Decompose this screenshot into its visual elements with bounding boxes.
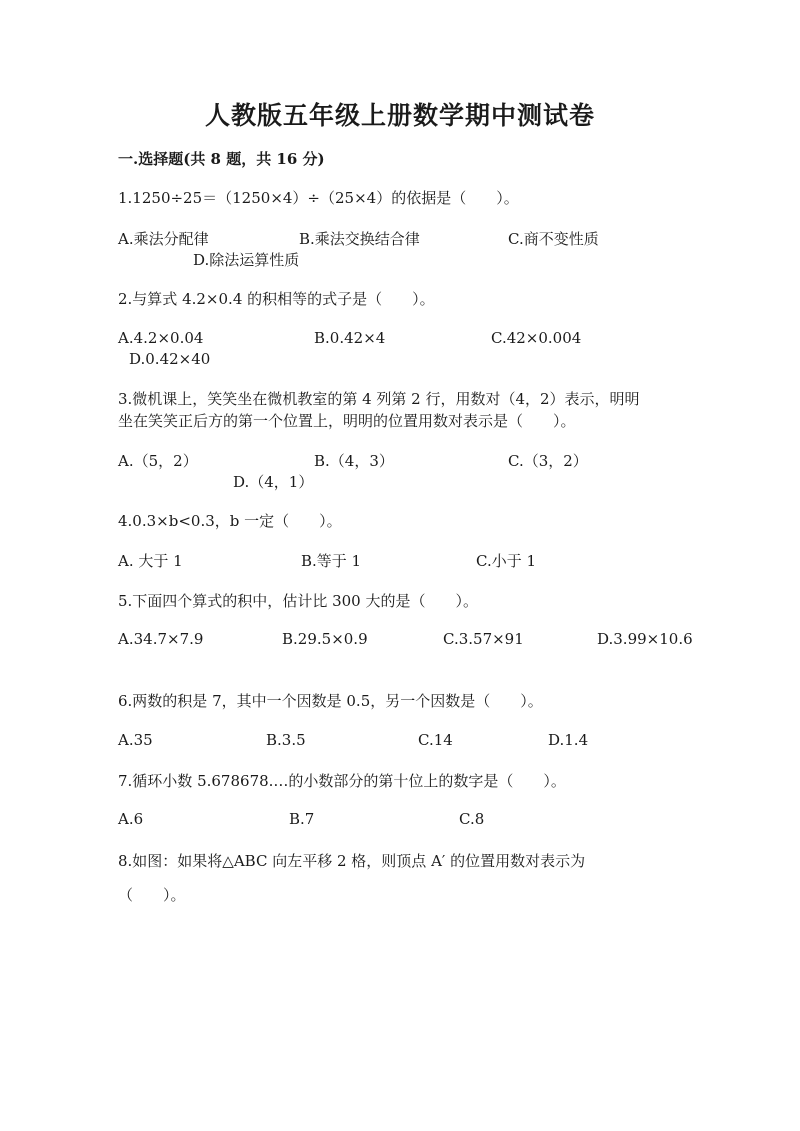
q1-option-a: A.乘法分配律	[118, 230, 209, 248]
question-8-line-1: 8.如图：如果将△ABC 向左平移 2 格，则顶点 A′ 的位置用数对表示为	[118, 852, 586, 870]
q7-option-c: C.8	[459, 810, 485, 828]
page-title: 人教版五年级上册数学期中测试卷	[204, 101, 595, 130]
question-6: 6.两数的积是 7，其中一个因数是 0.5，另一个因数是（ ）。	[118, 692, 543, 710]
question-1: 1.1250÷25＝（1250×4）÷（25×4）的依据是（ ）。	[118, 189, 519, 207]
question-7: 7.循环小数 5.678678.…的小数部分的第十位上的数字是（ ）。	[118, 772, 566, 790]
q1-option-d: D.除法运算性质	[193, 251, 300, 269]
q1-option-c: C.商不变性质	[508, 230, 599, 248]
question-3-line-2: 坐在笑笑正后方的第一个位置上，明明的位置用数对表示是（ ）。	[118, 412, 576, 430]
question-4: 4.0.3×b<0.3，b 一定（ ）。	[118, 512, 342, 530]
question-2: 2.与算式 4.2×0.4 的积相等的式子是（ ）。	[118, 290, 435, 308]
q6-option-b: B.3.5	[266, 731, 306, 749]
q7-option-b: B.7	[289, 810, 315, 828]
q3-option-a: A.（5，2）	[118, 452, 198, 470]
q3-option-b: B.（4，3）	[314, 452, 394, 470]
section-heading: 一.选择题(共 8 题，共 16 分)	[118, 150, 325, 168]
q4-option-c: C.小于 1	[476, 552, 537, 570]
q7-option-a: A.6	[118, 810, 144, 828]
q2-option-c: C.42×0.004	[491, 329, 582, 347]
q6-option-c: C.14	[418, 731, 453, 749]
q3-option-d: D.（4，1）	[233, 473, 314, 491]
q1-option-b: B.乘法交换结合律	[299, 230, 420, 248]
q2-option-b: B.0.42×4	[314, 329, 386, 347]
q4-option-a: A. 大于 1	[118, 552, 183, 570]
q5-option-a: A.34.7×7.9	[118, 630, 204, 648]
question-5: 5.下面四个算式的积中，估计比 300 大的是（ ）。	[118, 592, 478, 610]
q6-option-d: D.1.4	[548, 731, 589, 749]
q4-option-b: B.等于 1	[301, 552, 362, 570]
q6-option-a: A.35	[118, 731, 153, 749]
question-3-line-1: 3.微机课上，笑笑坐在微机教室的第 4 列第 2 行，用数对（4，2）表示，明明	[118, 390, 640, 408]
question-8-line-2: （ ）。	[118, 886, 186, 904]
q2-option-d: D.0.42×40	[129, 350, 211, 368]
q5-option-b: B.29.5×0.9	[282, 630, 368, 648]
q3-option-c: C.（3，2）	[508, 452, 588, 470]
q5-option-d: D.3.99×10.6	[597, 630, 693, 648]
q5-option-c: C.3.57×91	[443, 630, 524, 648]
q2-option-a: A.4.2×0.04	[118, 329, 204, 347]
